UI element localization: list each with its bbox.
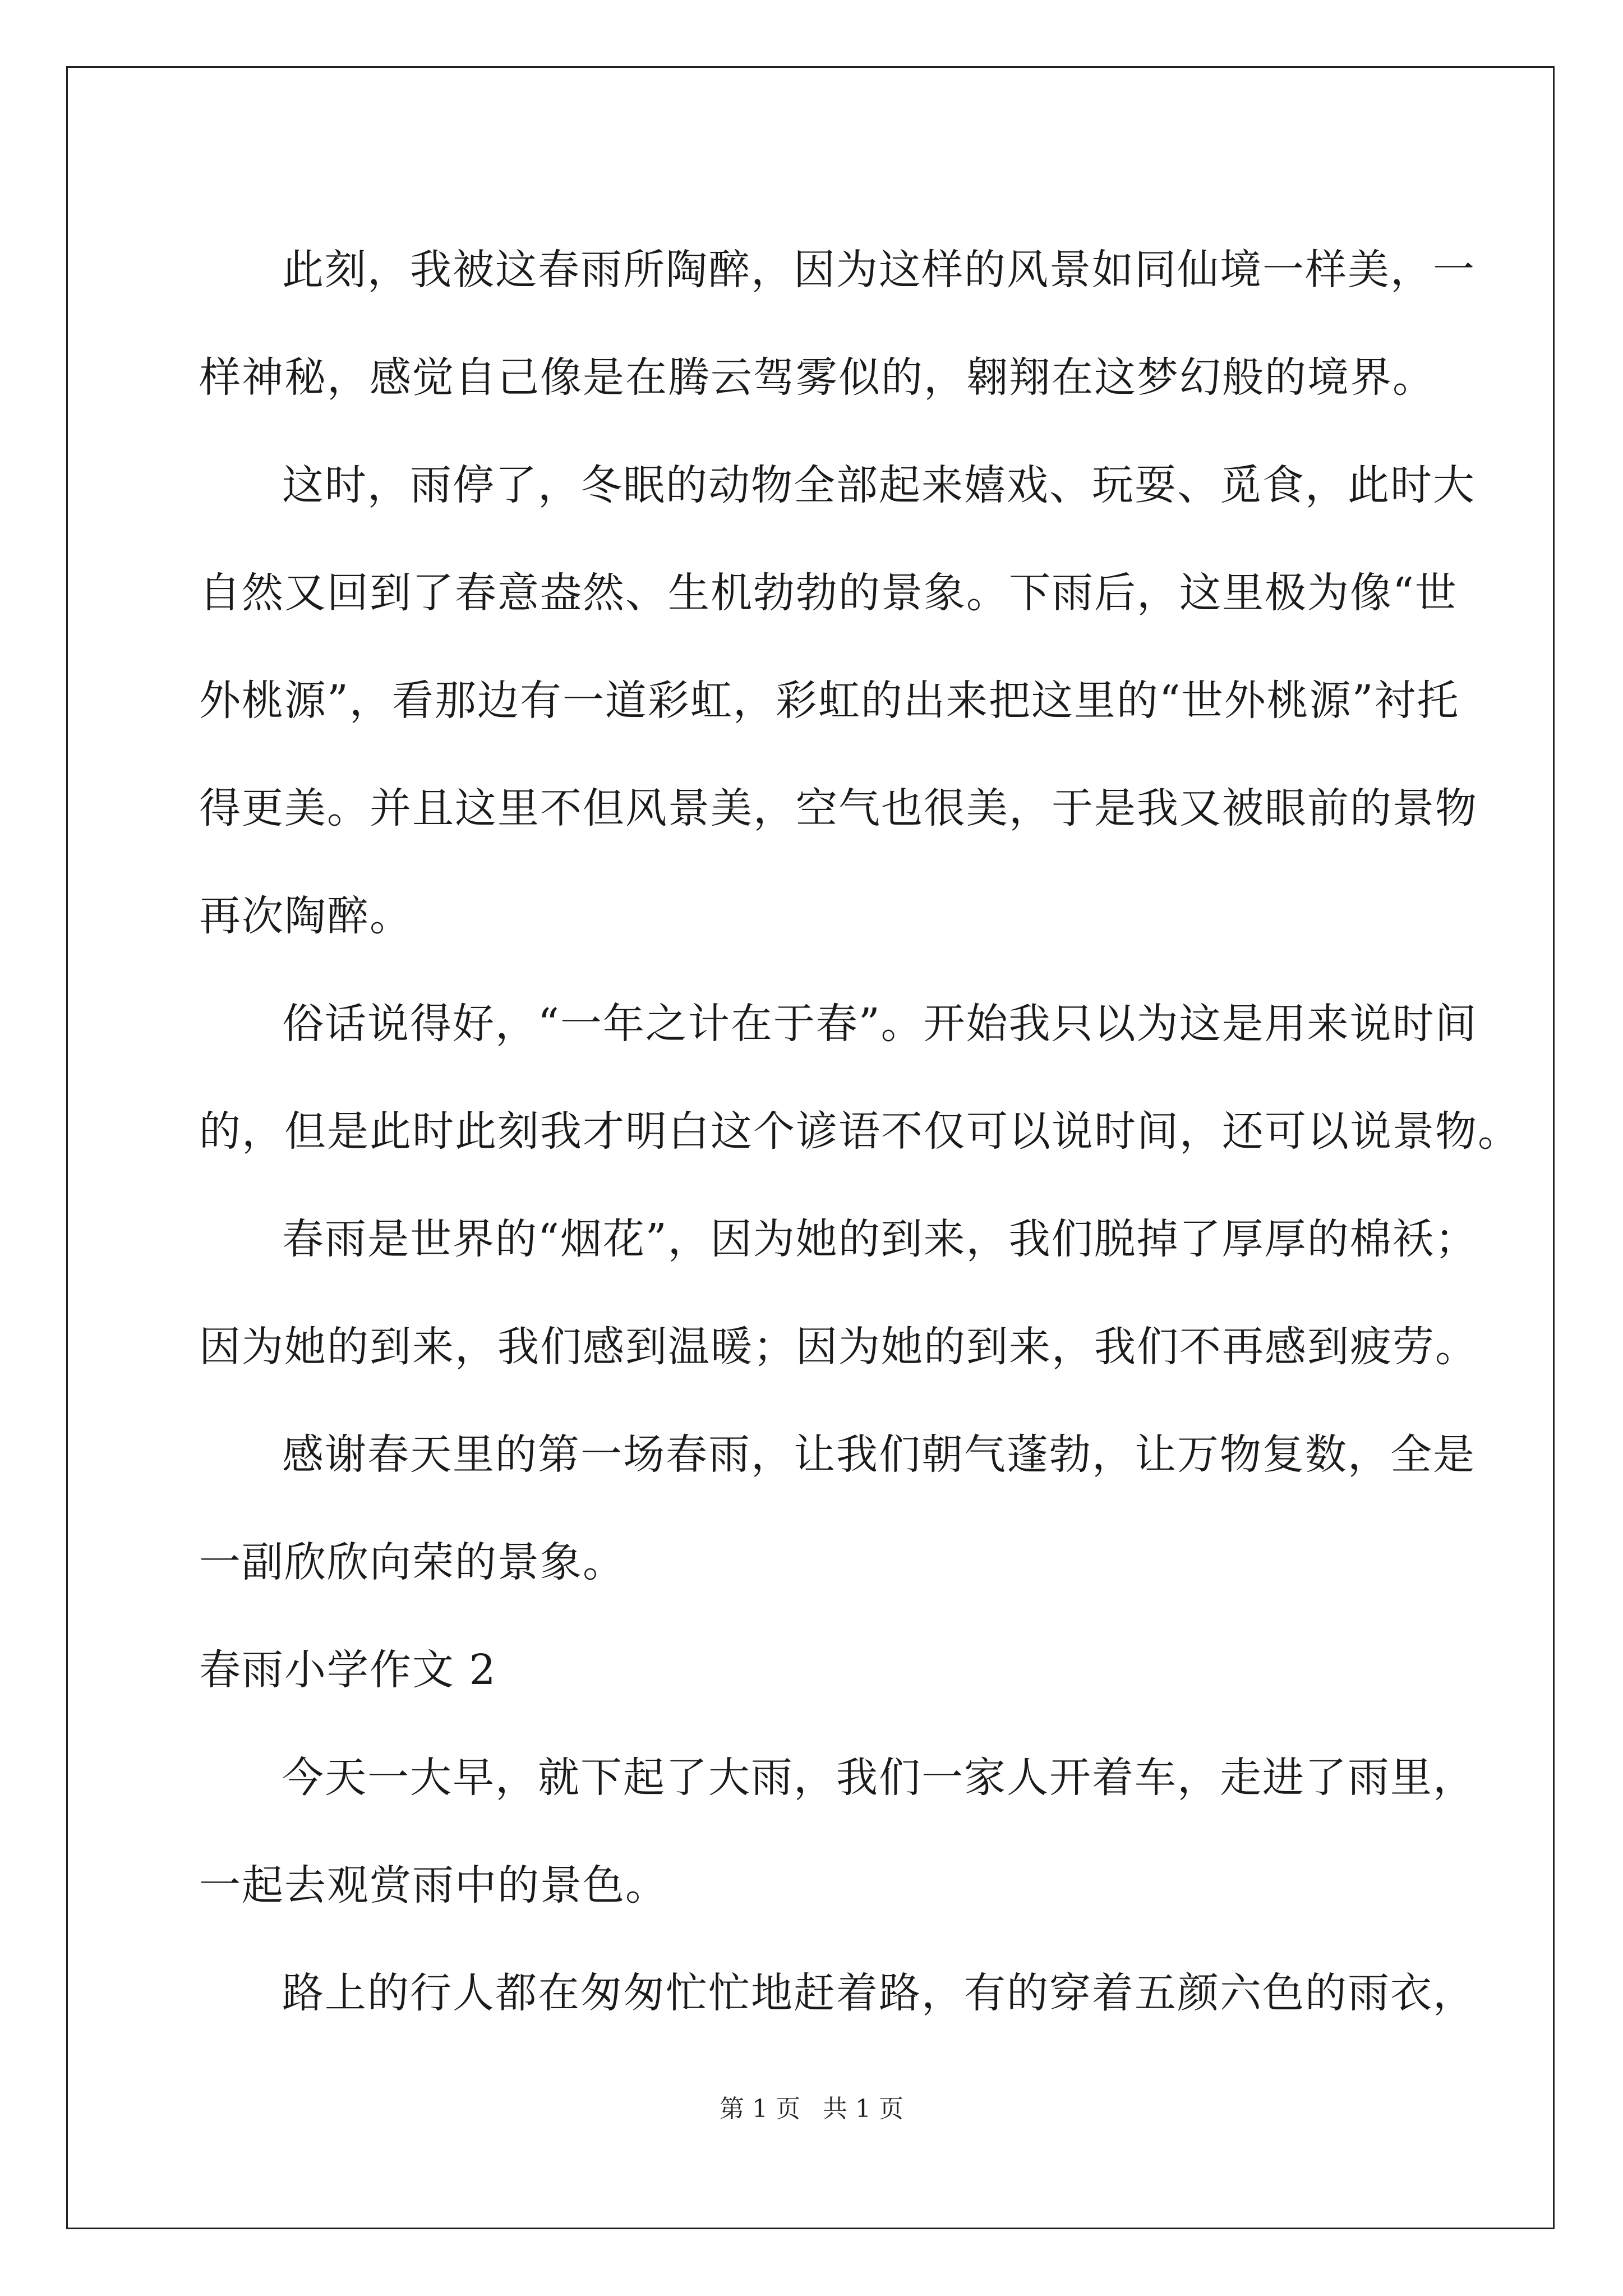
text-line: 此刻，我被这春雨所陶醉，因为这样的风景如同仙境一样美，一 [282, 246, 1476, 294]
page-number-current: 第 1 页 [720, 2095, 800, 2123]
text-line: 春雨是世界的“烟花”，因为她的到来，我们脱掉了厚厚的棉袄； [282, 1215, 1478, 1263]
text-line: 外桃源”，看那边有一道彩虹，彩虹的出来把这里的“世外桃源”衬托 [199, 677, 1460, 725]
text-line: 俗话说得好，“一年之计在于春”。开始我只以为这是用来说时间 [282, 1000, 1478, 1048]
text-line: 一副欣欣向荣的景象。 [199, 1538, 625, 1586]
text-line: 样神秘，感觉自己像是在腾云驾雾似的，翱翔在这梦幻般的境界。 [199, 353, 1435, 402]
text-line: 自然又回到了春意盎然、生机勃勃的景象。下雨后，这里极为像“世 [199, 569, 1458, 617]
page-footer [0, 2092, 1623, 2126]
text-line: 这时，雨停了，冬眠的动物全部起来嬉戏、玩耍、觅食，此时大 [282, 461, 1476, 509]
text-line: 今天一大早，就下起了大雨，我们一家人开着车，走进了雨里， [282, 1754, 1476, 1802]
text-line: 感谢春天里的第一场春雨，让我们朝气蓬勃，让万物复数，全是 [282, 1430, 1476, 1479]
document-body [199, 216, 1520, 2047]
page-number-total: 共 1 页 [823, 2095, 903, 2123]
text-line: 路上的行人都在匆匆忙忙地赶着路，有的穿着五颜六色的雨衣， [282, 1969, 1476, 2017]
text-line: 的，但是此时此刻我才明白这个谚语不仅可以说时间，还可以说景物。 [199, 1107, 1520, 1156]
text-line: 再次陶醉。 [199, 892, 412, 940]
section-heading: 春雨小学作文 2 [199, 1646, 497, 1694]
text-line: 因为她的到来，我们感到温暖；因为她的到来，我们不再感到疲劳。 [199, 1323, 1478, 1371]
text-line: 得更美。并且这里不但风景美，空气也很美，于是我又被眼前的景物 [199, 784, 1478, 832]
text-line: 一起去观赏雨中的景色。 [199, 1861, 668, 1910]
